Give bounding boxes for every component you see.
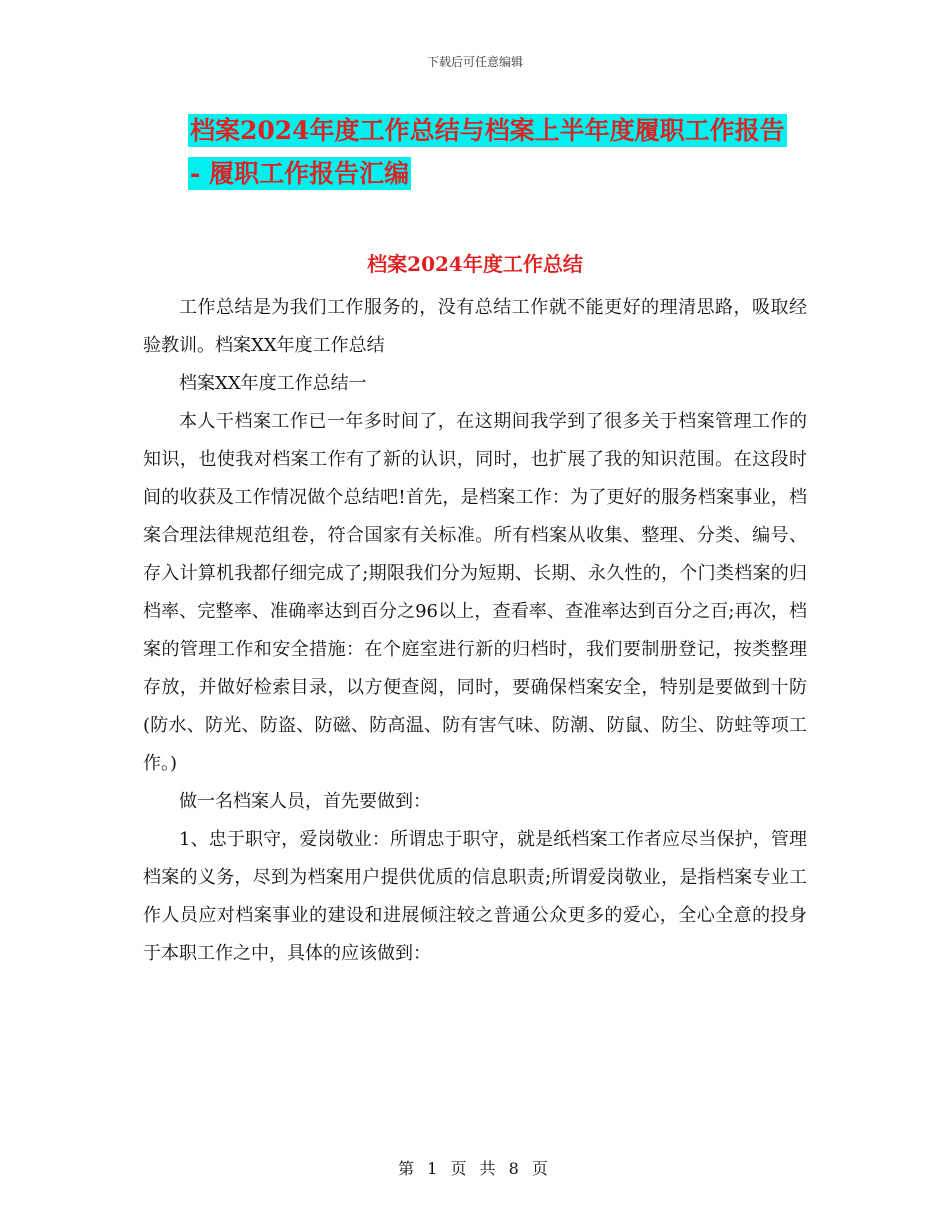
section-heading: 档案2024年度工作总结 <box>367 252 583 276</box>
document-body <box>143 289 807 973</box>
body-paragraph: 做一名档案人员，首先要做到： <box>179 791 431 812</box>
body-paragraph: 档案XX年度工作总结一 <box>179 373 367 394</box>
document-title-line-1: 档案2024年度工作总结与档案上半年度履职工作报告 <box>190 116 785 145</box>
header-note: 下载后可任意编辑 <box>426 55 523 69</box>
page-number: 第 1 页 共 8 页 <box>398 1159 552 1178</box>
document-title-line-2: - 履职工作报告汇编 <box>190 159 410 188</box>
body-paragraph: 1、忠于职守，爱岗敬业：所谓忠于职守，就是纸档案工作者应尽当保护，管理档案的义务，尽到为档案用户提供优质的信息职责;所谓爱岗敬业，是指档案专业工作人员应对档案事业的建设和进展倾注较之普通公众更多的爱心，全心全意的投身于本职工作之中，具体的应该做到： <box>143 829 807 964</box>
body-paragraph: 工作总结是为我们工作服务的，没有总结工作就不能更好的理清思路，吸取经验教训。档案XX年度工作总结 <box>143 297 807 356</box>
body-paragraph: 本人干档案工作已一年多时间了，在这期间我学到了很多关于档案管理工作的知识，也使我对档案工作有了新的认识，同时，也扩展了我的知识范围。在这段时间的收获及工作情况做个总结吧!首先，是档案工作：为了更好的服务档案事业，档案合理法律规范组卷，符合国家有关标准。所有档案从收集、整理、分类、编号、存入计算机我都仔细完成了;期限我们分为短期、长期、永久性的，个门类档案的归档率、完整率、准确率达到百分之96以上，查看率、查准率达到百分之百;再次，档案的管理工作和安全措施：在个庭室进行新的归档时，我们要制册登记，按类整理存放，并做好检索目录，以方便查阅，同时，要确保档案安全，特别是要做到十防(防水、防光、防盗、防磁、防高温、防有害气味、防潮、防鼠、防尘、防蛀等项工作。) <box>143 411 807 774</box>
